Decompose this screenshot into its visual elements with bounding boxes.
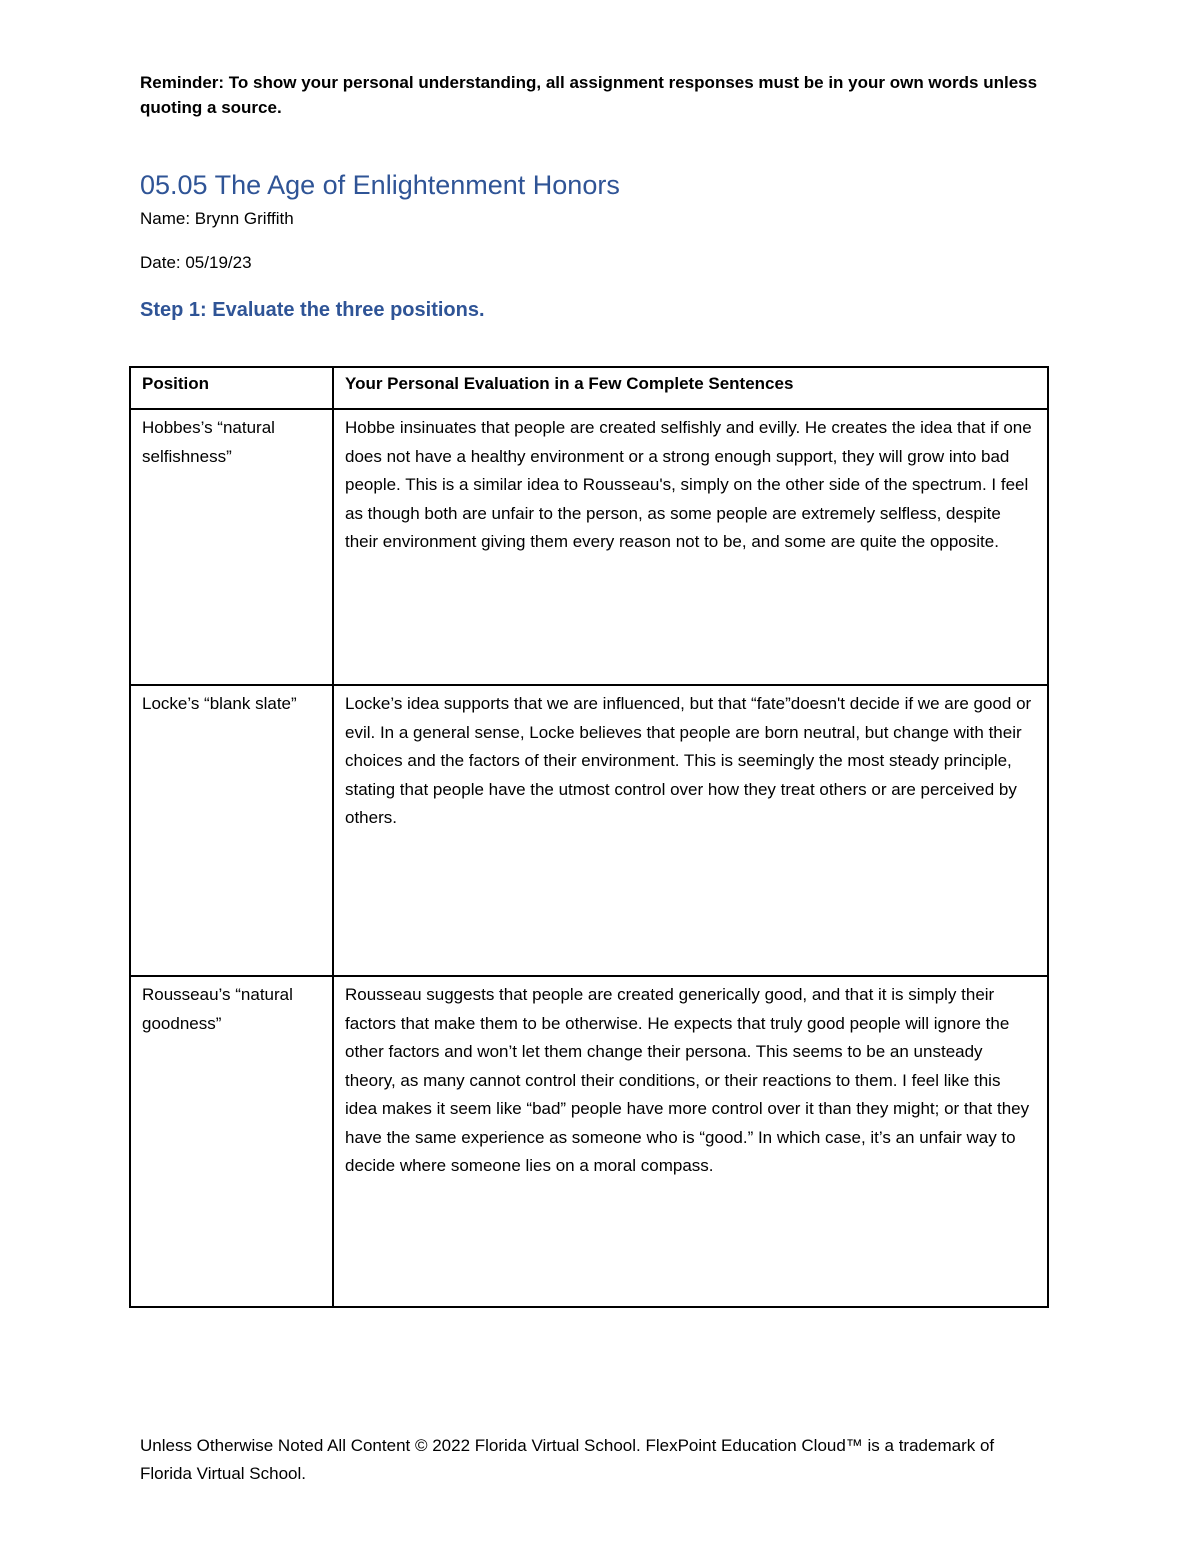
step-heading: Step 1: Evaluate the three positions.	[140, 299, 485, 321]
column-header-evaluation: Your Personal Evaluation in a Few Complete Sentences	[333, 367, 1048, 409]
copyright-footer: Unless Otherwise Noted All Content © 2022 Florida Virtual School. FlexPoint Education Cloud™ is a trademark of Florida Virtual School.	[140, 1436, 995, 1483]
reminder-note: Reminder: To show your personal understanding, all assignment responses must be in your own words unless quoting a source.	[140, 73, 1038, 117]
student-name: Name: Brynn Griffith	[140, 209, 294, 228]
table-row	[130, 409, 1048, 685]
table-row	[130, 976, 1048, 1307]
table-row	[130, 685, 1048, 976]
page-title: 05.05 The Age of Enlightenment Honors	[140, 170, 620, 200]
assignment-date: Date: 05/19/23	[140, 253, 252, 272]
evaluation-cell: Locke’s idea supports that we are influenced, but that “fate”doesn't decide if we are good or evil. In a general sense, Locke believes that people are born neutral, but change with their choices and the factors of their environment. This is seemingly the most steady principle, stating that people have the utmost control over how they treat others or are perceived by others.	[333, 685, 1048, 976]
evaluation-cell: Rousseau suggests that people are created generically good, and that it is simply their factors that make them to be otherwise. He expects that truly good people will ignore the other factors and won’t let them change their persona. This seems to be an unsteady theory, as many cannot control their conditions, or their reactions to them. I feel like this idea makes it seem like “bad” people have more control over it than they might; or that they have the same experience as someone who is “good.” In which case, it’s an unfair way to decide where someone lies on a moral compass.	[333, 976, 1048, 1307]
table-header-row	[130, 367, 1048, 409]
position-cell: Rousseau’s “natural goodness”	[130, 976, 333, 1307]
column-header-position: Position	[130, 367, 333, 409]
evaluation-table	[129, 366, 1049, 1308]
evaluation-cell: Hobbe insinuates that people are created selfishly and evilly. He creates the idea that if one does not have a healthy environment or a strong enough support, they will grow into bad people. This is a similar idea to Rousseau's, simply on the other side of the spectrum. I feel as though both are unfair to the person, as some people are extremely selfless, despite their environment giving them every reason not to be, and some are quite the opposite.	[333, 409, 1048, 685]
position-cell: Hobbes’s “natural selfishness”	[130, 409, 333, 685]
position-cell: Locke’s “blank slate”	[130, 685, 333, 976]
